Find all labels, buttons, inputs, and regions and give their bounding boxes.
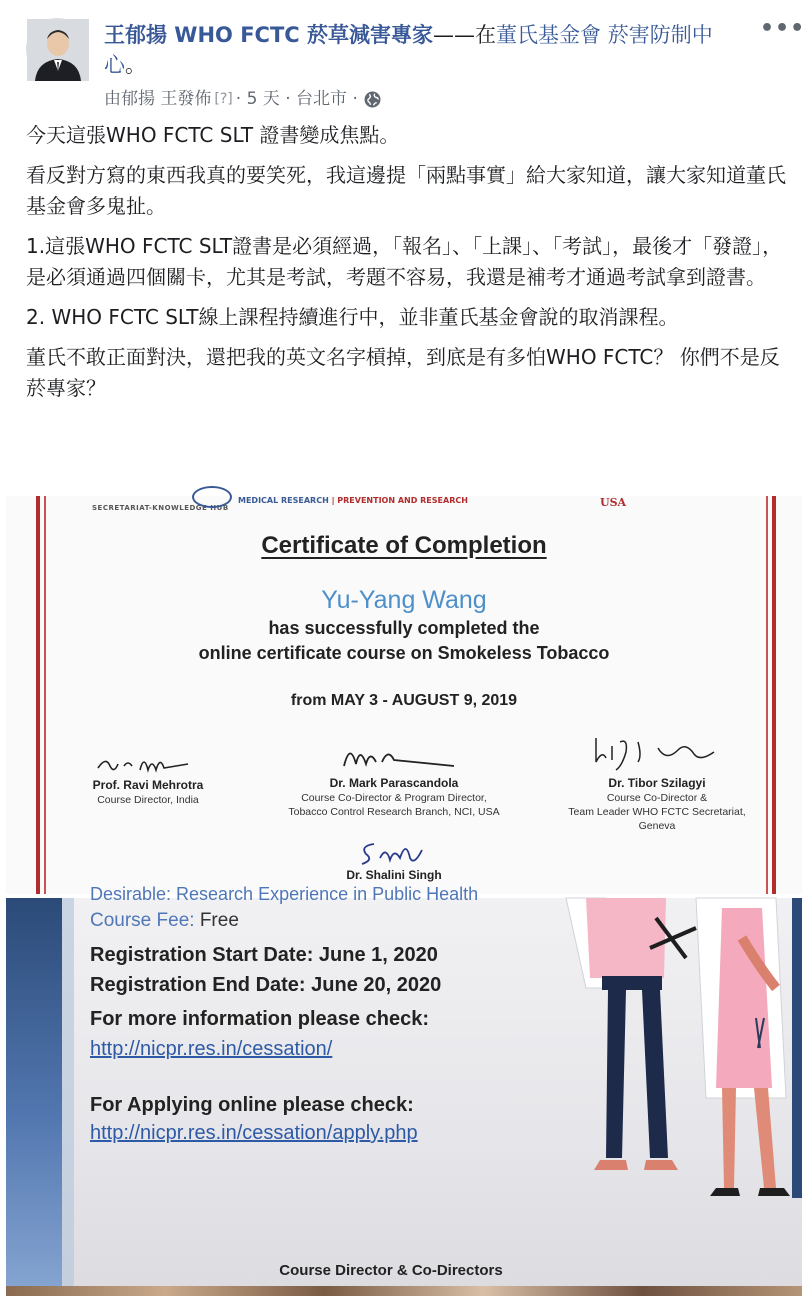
post-paragraph-3: 1.這張WHO FCTC SLT證書是必須經過，「報名」、「上課」、「考試」，最後才「發證」，是必須通過四個關卡，尤其是考試，考題不容易，我還是補考才通過考試拿到證書。 bbox=[26, 234, 783, 289]
post-paragraph-4: 2. WHO FCTC SLT線上課程持續進行中，並非董氏基金會說的取消課程。 bbox=[26, 305, 679, 329]
apply-label: For Applying online please check: bbox=[90, 1094, 414, 1116]
post-title-line bbox=[104, 20, 744, 80]
registration-left-accent bbox=[62, 898, 74, 1296]
signatory-3-role-2: Team Leader WHO FCTC Secretariat, bbox=[568, 806, 746, 818]
certificate-line-2: online certificate course on Smokeless Tobacco bbox=[198, 643, 610, 663]
certificate-title: Certificate of Completion bbox=[261, 532, 547, 559]
registration-bottom-heading: Course Director & Co-Directors bbox=[279, 1262, 503, 1279]
registration-photo-strip bbox=[6, 1286, 802, 1296]
signature-block-4 bbox=[314, 836, 474, 883]
certificate-header-mid-1: MEDICAL RESEARCH bbox=[238, 496, 329, 505]
signatory-1-role: Course Director, India bbox=[97, 794, 199, 806]
location-page-link[interactable]: 董氏基金會 菸害防制中心 bbox=[104, 23, 713, 77]
post-paragraph-2: 看反對方寫的東西我真的要笑死，我這邊提「兩點事實」給大家知道，讓大家知道董氏基金會多鬼扯。 bbox=[26, 163, 786, 218]
post-body bbox=[26, 120, 786, 413]
meta-dot-2: · bbox=[285, 89, 291, 109]
signatory-1-name: Prof. Ravi Mehrotra bbox=[92, 778, 204, 792]
signature-3-icon bbox=[582, 732, 732, 776]
signatory-4-name: Dr. Shalini Singh bbox=[346, 868, 442, 882]
post-paragraph-1: 今天這張WHO FCTC SLT 證書變成焦點。 bbox=[26, 123, 400, 147]
registration-fee bbox=[90, 910, 239, 932]
registration-top-partial: Desirable: Research Experience in Public Health bbox=[90, 884, 479, 904]
certificate-line-1: has successfully completed the bbox=[268, 618, 540, 638]
connector-text: ——在 bbox=[433, 23, 497, 47]
info-label: For more information please check: bbox=[90, 1008, 429, 1030]
help-mark-link[interactable]: [?] bbox=[214, 91, 233, 107]
signature-2-icon bbox=[324, 736, 464, 776]
globe-icon[interactable] bbox=[364, 91, 381, 108]
signature-4-icon bbox=[344, 836, 444, 868]
certificate-logo-icon bbox=[192, 486, 232, 508]
certificate-header-left: SECRETARIAT-KNOWLEDGE HUB bbox=[92, 504, 229, 512]
post-paragraph-5: 董氏不敢正面對決，還把我的英文名字槓掉，到底是有多怕WHO FCTC？ 你們不是反菸專家？ bbox=[26, 345, 780, 400]
certificate-header-mid bbox=[238, 496, 468, 505]
certificate-header-mid-2: PREVENTION AND RESEARCH bbox=[337, 496, 468, 505]
doctors-illustration-icon bbox=[546, 898, 802, 1198]
registration-start: Registration Start Date: June 1, 2020 bbox=[90, 944, 438, 966]
meta-dot: · bbox=[235, 89, 242, 109]
signatory-2-role-1: Course Co-Director & Program Director, bbox=[301, 792, 487, 804]
signatory-3-name: Dr. Tibor Szilagyi bbox=[608, 776, 706, 790]
signatory-3-role-1: Course Co-Director & bbox=[606, 792, 708, 804]
certificate-header-sep: | bbox=[331, 496, 335, 505]
posted-by-text: 由郁揚 王發佈 bbox=[104, 89, 212, 109]
fee-label: Course Fee: bbox=[90, 910, 195, 931]
registration-left-bar bbox=[6, 898, 62, 1296]
more-options-button[interactable]: ••• bbox=[760, 16, 805, 41]
fee-value: Free bbox=[199, 910, 239, 931]
avatar-photo-icon bbox=[27, 19, 89, 81]
registration-end: Registration End Date: June 20, 2020 bbox=[90, 974, 442, 996]
post-meta bbox=[104, 87, 381, 111]
signature-1-icon bbox=[88, 748, 208, 778]
registration-right-bar bbox=[792, 898, 802, 1198]
certificate-recipient: Yu-Yang Wang bbox=[321, 586, 487, 614]
certificate-dates: from MAY 3 - AUGUST 9, 2019 bbox=[290, 692, 518, 709]
avatar[interactable] bbox=[26, 18, 88, 80]
post-header bbox=[0, 0, 805, 118]
signature-block-2 bbox=[264, 736, 524, 819]
apply-link[interactable]: http://nicpr.res.in/cessation/apply.php bbox=[90, 1122, 418, 1144]
signatory-2-role-2: Tobacco Control Research Branch, NCI, USA bbox=[288, 806, 500, 818]
meta-dot-3: · bbox=[352, 89, 358, 109]
signatory-2-name: Dr. Mark Parascandola bbox=[329, 776, 459, 790]
certificate-image[interactable] bbox=[6, 496, 802, 894]
title-suffix: 。 bbox=[125, 53, 146, 77]
post-time-link[interactable]: 5 天 bbox=[246, 89, 280, 109]
signature-block-1 bbox=[68, 748, 228, 807]
info-link[interactable]: http://nicpr.res.in/cessation/ bbox=[90, 1038, 333, 1060]
signatory-3-role-3: Geneva bbox=[638, 820, 676, 832]
registration-image[interactable] bbox=[6, 884, 802, 1296]
certificate-header-right: USA bbox=[600, 496, 627, 509]
author-name-link[interactable]: 王郁揚 WHO FCTC 菸草減害專家 bbox=[104, 23, 434, 47]
signature-block-3 bbox=[552, 732, 762, 833]
post-city-link[interactable]: 台北市 bbox=[296, 89, 348, 109]
